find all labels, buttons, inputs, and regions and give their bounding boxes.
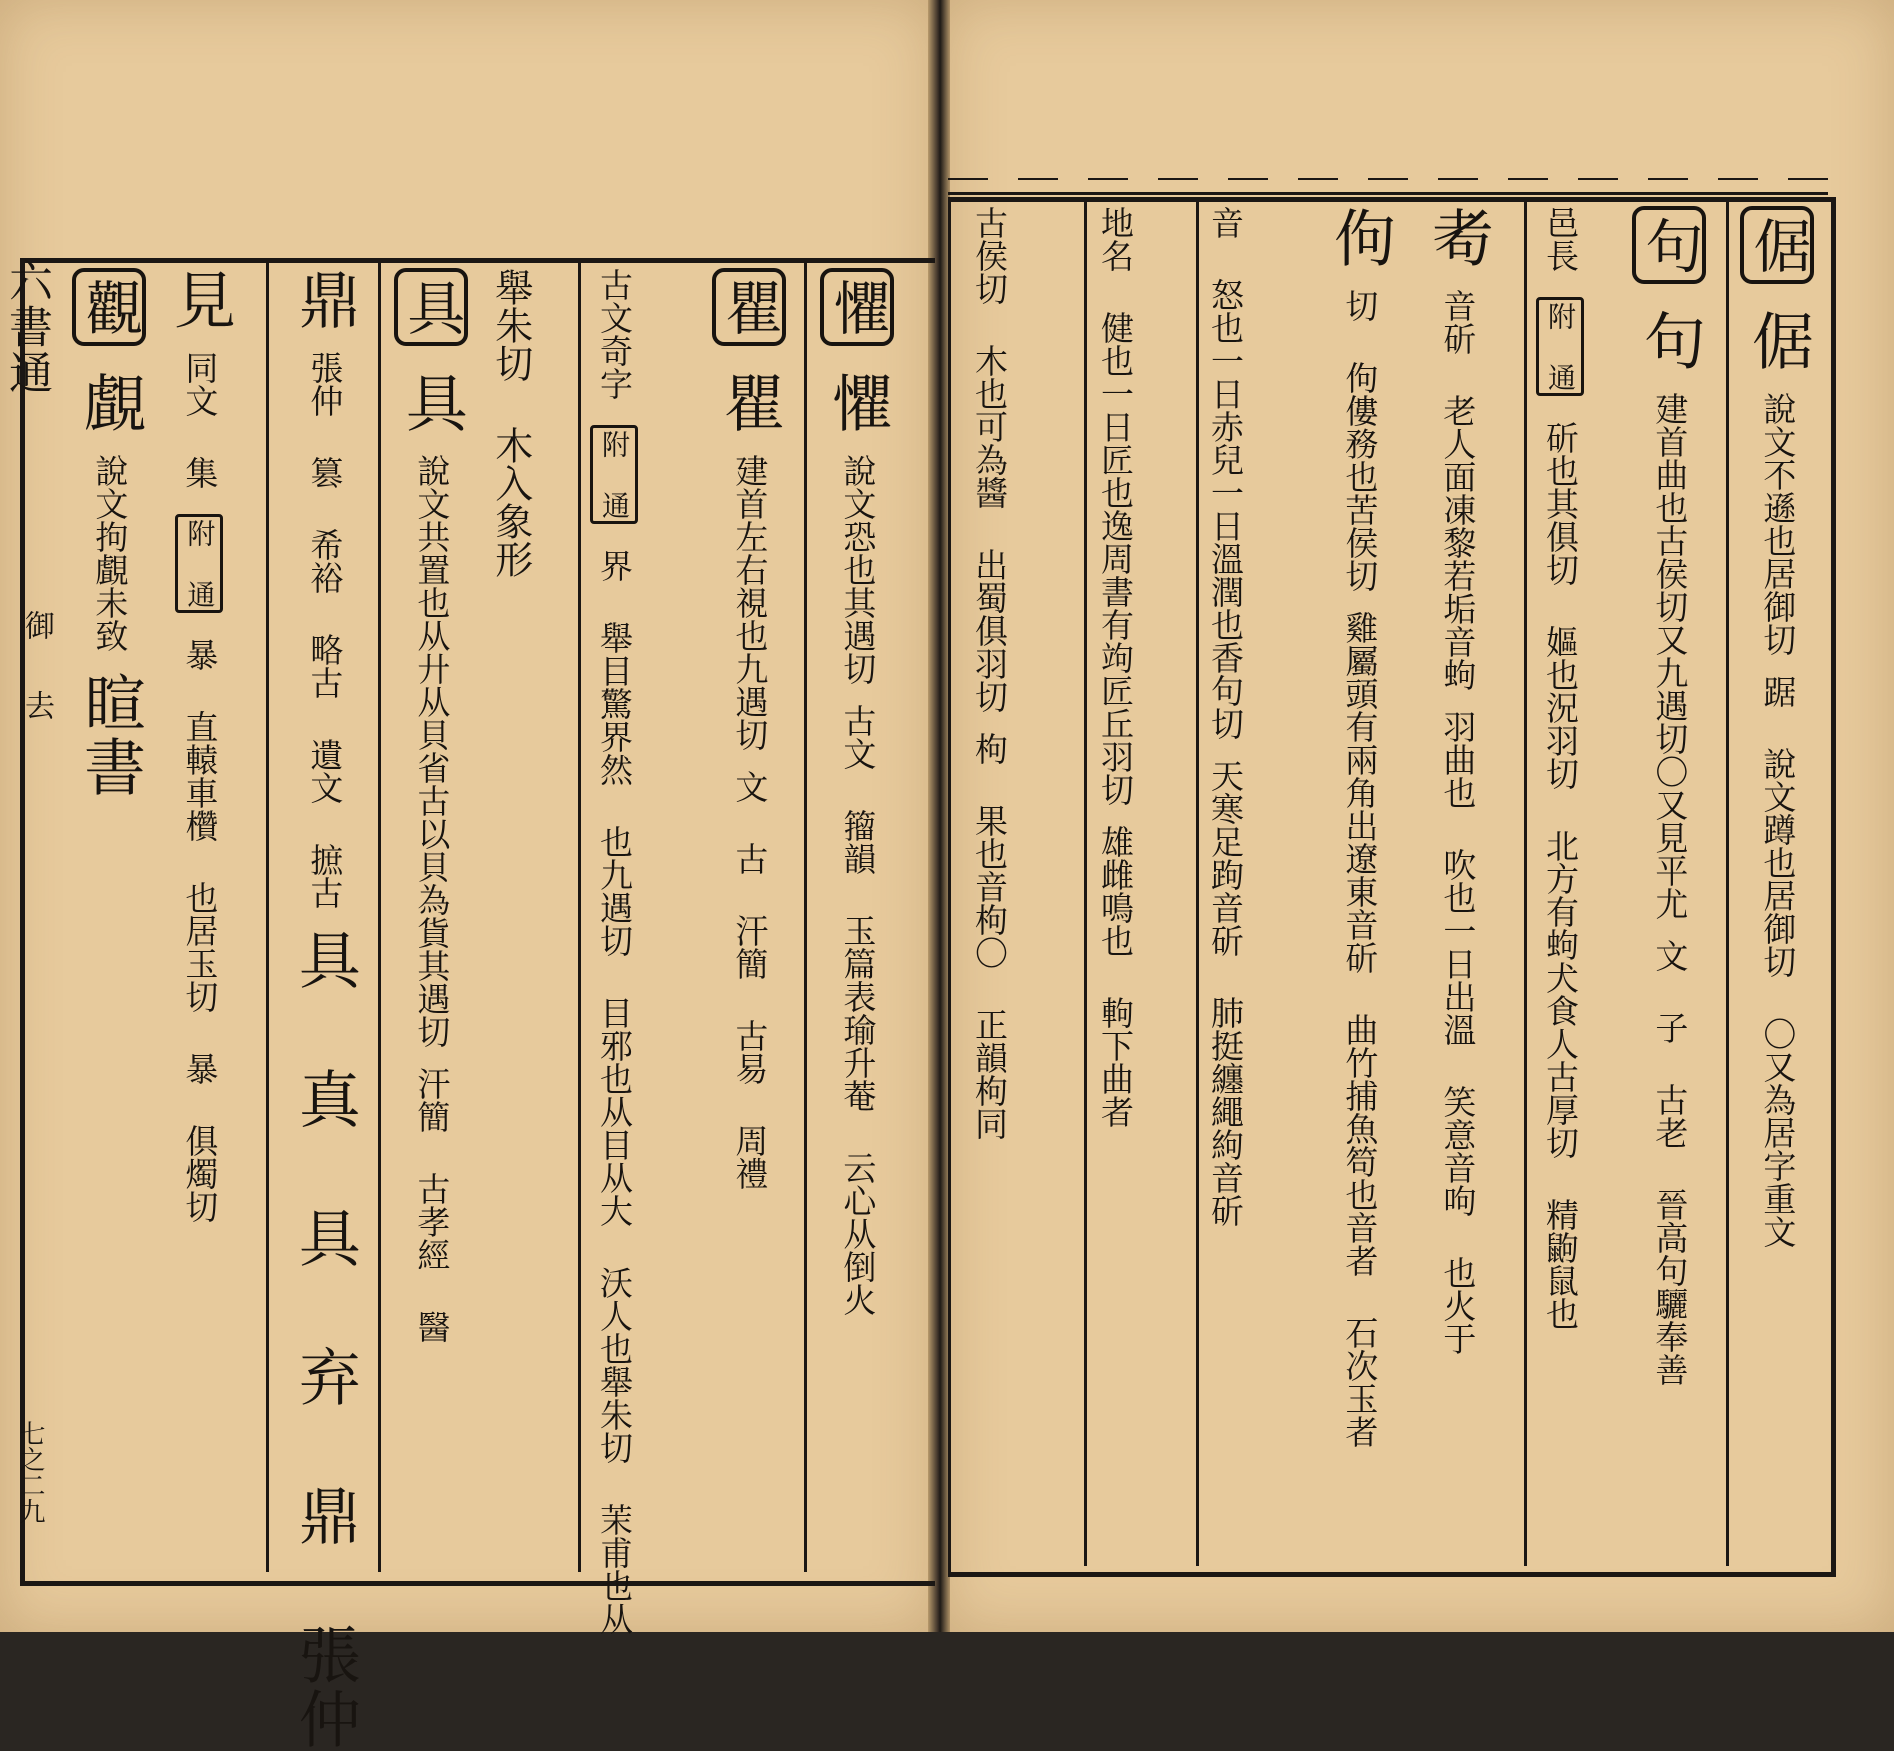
right-column-1: [1738, 206, 1817, 1556]
entry-tail: 文 古 汗簡 古易 周禮: [730, 770, 770, 1190]
column-rule: [378, 262, 381, 1572]
attached-variant-label: 附 通: [590, 425, 638, 524]
entry-tail: 暴 直轅車欑 也居玉切 暴 俱燭切: [180, 638, 220, 1223]
entry-note: 說文共置也从廾从貝省古以貝為貨其遇切: [412, 454, 452, 1048]
column-rule: [1524, 200, 1527, 1566]
book-title-banner: 六書通: [1, 258, 52, 396]
column-rule: [1726, 200, 1729, 1566]
entry-note: 邑長: [1541, 206, 1580, 272]
column-rule: [266, 262, 269, 1572]
entry-note: 說文不遜也居御切: [1758, 392, 1798, 656]
entry-tail: 枸 果也音枸〇 正韻枸同: [969, 732, 1009, 1140]
entry-note: 建首左右視也九遇切: [730, 454, 770, 751]
left-page-frame: [20, 258, 935, 1586]
seal-char: 佝: [1323, 206, 1397, 270]
entry-tail: 古文 籀韻 玉篇表瑜升菴 云心从倒火: [838, 704, 878, 1316]
right-column-8: [970, 206, 1008, 1556]
entry-head-char: 瞿: [712, 268, 786, 346]
seal-char: 倨: [1741, 309, 1815, 373]
seal-char: 句: [1633, 309, 1707, 373]
entry-tail: 汗簡 古孝經 醫: [412, 1067, 452, 1343]
entry-note: 音斫 老人面凍黎若垢音蚼: [1438, 289, 1478, 691]
seal-char: 耇: [1421, 206, 1495, 270]
left-column-4: [392, 268, 471, 1558]
seal-char: 鼎: [288, 268, 362, 332]
column-rule: [578, 262, 581, 1572]
entry-head-char: 懼: [820, 268, 894, 346]
entry-note: 舉朱切 木入象形: [488, 268, 533, 578]
entry-note: 地名 健也一日匠也逸周書有竘匠丘羽切: [1095, 206, 1135, 806]
entry-tail: 斫也其俱切 嫗也況羽切 北方有蚼犬食人古厚切 精鼩鼠也: [1541, 421, 1580, 1330]
right-column-6: [1206, 206, 1244, 1556]
entry-note: 同文 集: [180, 351, 220, 489]
left-column-7: [710, 268, 789, 1558]
margin-label-mid: 御: [19, 610, 54, 640]
seal-char: 瞿: [713, 371, 787, 435]
entry-note: 切 佝僂務也苦侯切: [1340, 289, 1380, 592]
left-column-6: [590, 268, 638, 1635]
column-rule: [804, 262, 807, 1572]
entry-head-char: 倨: [1740, 206, 1814, 284]
attached-variant-label: 附 通: [175, 514, 223, 613]
right-column-7: [1096, 206, 1134, 1556]
seal-char: 見: [163, 268, 237, 332]
entry-note: 張仲 篡 希裕 略古 遺文 摭古: [305, 351, 345, 909]
left-column-3: [285, 268, 364, 1751]
attached-variant-label: 附 通: [1536, 297, 1584, 396]
column-rule: [1084, 200, 1087, 1566]
left-column-2: [160, 268, 239, 1558]
right-column-5: [1320, 206, 1399, 1556]
entry-tail: 界 舉目驚界然 也九遇切 目邪也从目从大 沃人也舉朱切 茉甫也从: [595, 549, 634, 1635]
left-column-1: [70, 268, 149, 1558]
entry-head-char: 觀: [72, 268, 146, 346]
right-column-3: [1536, 206, 1584, 1556]
entry-tail: 具 真 具 弃 鼎 張仲: [288, 928, 362, 1751]
entry-tail: 踞 說文蹲也居御切 〇又為居字重文: [1758, 675, 1798, 1248]
entry-note: 古侯切 木也可為醬 出蜀俱羽切: [969, 206, 1009, 713]
entry-tail: 睻書: [73, 671, 147, 799]
entry-tail: 文 子 古老 晉高句驪奉善: [1650, 939, 1690, 1386]
page-number: 七之二九: [15, 1420, 45, 1524]
entry-note: 說文恐也其遇切: [838, 454, 878, 685]
entry-tail: 雄雌鳴也 軥下曲者: [1095, 825, 1135, 1128]
entry-head-char: 具: [394, 268, 468, 346]
seal-char: 覰: [73, 371, 147, 435]
top-rule: [948, 192, 1828, 195]
left-column-5: [488, 268, 532, 768]
right-column-4: [1418, 206, 1497, 1556]
column-rule: [1196, 200, 1199, 1566]
left-column-8: [818, 268, 897, 1558]
seal-char: 懼: [821, 371, 895, 435]
entry-tail: 雞屬頭有兩角出遼東音斫 曲竹捕魚笱也音者 石次玉者: [1340, 611, 1380, 1448]
entry-tail: 羽曲也 吹也一日出溫 笑意音呴 也火于: [1438, 710, 1478, 1355]
entry-head-char: 句: [1632, 206, 1706, 284]
entry-tail: 天寒足跔音斫 肺挺纏繩絇音斫: [1205, 759, 1245, 1227]
seal-char: 具: [395, 371, 469, 435]
margin-label-low: 去: [19, 690, 54, 720]
entry-note: 古文奇字: [595, 268, 634, 400]
entry-note: 音 怒也一日赤兒一日溫潤也香句切: [1205, 206, 1245, 740]
top-dashed-rule: [948, 178, 1828, 180]
entry-note: 建首曲也古侯切又九遇切〇又見平尤: [1650, 392, 1690, 920]
right-column-2: [1630, 206, 1709, 1556]
entry-note: 說文拘覰未致: [90, 454, 130, 652]
